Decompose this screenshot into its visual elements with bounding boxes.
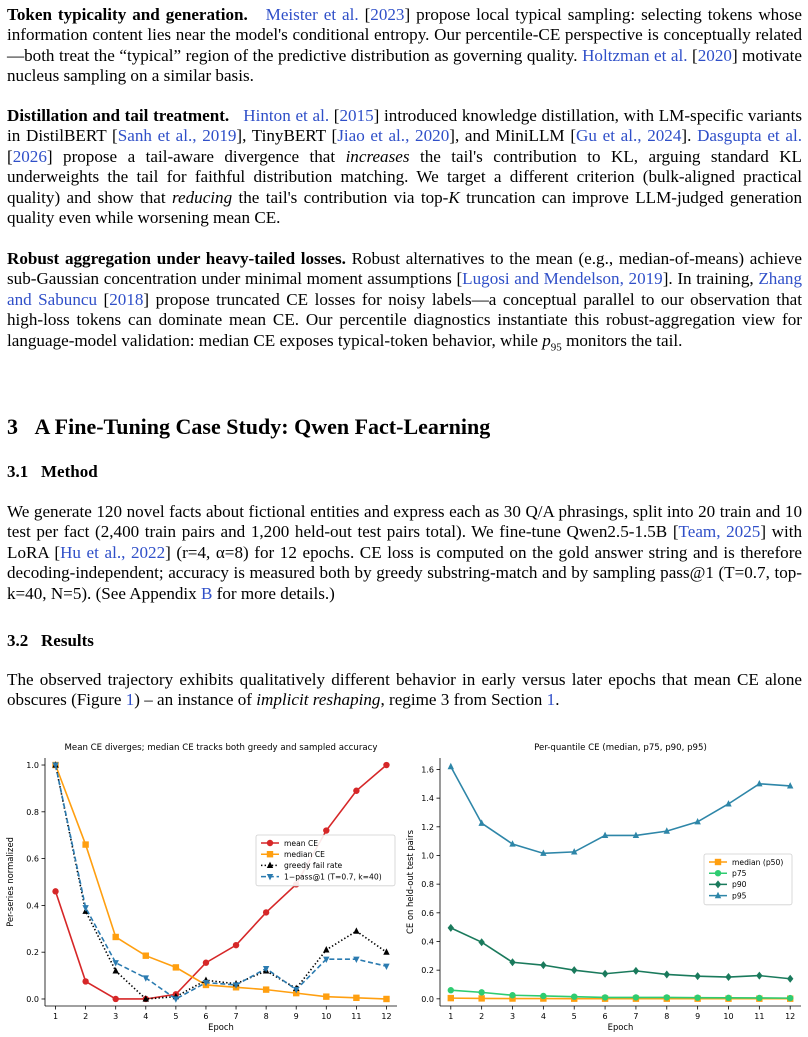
data-point bbox=[787, 975, 793, 983]
text: ] introduced knowledge distillation, with LM-specific variants in DistilBERT [ bbox=[7, 106, 802, 146]
emphasis: reducing bbox=[172, 187, 233, 207]
data-point bbox=[448, 987, 454, 993]
data-point bbox=[383, 948, 389, 954]
y-tick-label: 1.0 bbox=[26, 761, 39, 771]
y-tick-label: 0.8 bbox=[421, 880, 434, 890]
emphasis: implicit reshaping bbox=[256, 690, 381, 710]
x-tick-label: 4 bbox=[143, 1012, 149, 1021]
data-point bbox=[173, 964, 179, 970]
text: ], and MiniLLM [ bbox=[449, 126, 577, 146]
paragraph-heading: Token typicality and generation. bbox=[7, 5, 248, 24]
chart-title: Mean CE diverges; median CE tracks both greedy and sampled accuracy bbox=[64, 743, 378, 753]
data-point bbox=[540, 961, 546, 969]
data-point bbox=[633, 994, 639, 1000]
text: monitors the tail. bbox=[561, 330, 683, 350]
data-point bbox=[509, 958, 515, 966]
figure-right-chart bbox=[404, 736, 808, 1033]
x-tick-label: 3 bbox=[509, 1012, 516, 1021]
data-point bbox=[787, 995, 793, 1001]
text: for more details.) bbox=[212, 583, 335, 603]
x-tick-label: 5 bbox=[571, 1012, 577, 1021]
x-tick-label: 4 bbox=[540, 1012, 546, 1021]
legend-marker bbox=[267, 851, 273, 857]
text: ) – an instance of bbox=[134, 690, 257, 710]
data-point bbox=[725, 973, 731, 981]
data-point bbox=[478, 989, 484, 995]
data-point bbox=[602, 994, 608, 1000]
y-tick-label: 0.6 bbox=[26, 854, 39, 864]
x-tick-label: 7 bbox=[233, 1012, 239, 1021]
x-tick-label: 10 bbox=[723, 1012, 734, 1021]
paragraph bbox=[7, 5, 802, 87]
subsection-heading bbox=[7, 631, 94, 651]
legend-label: p90 bbox=[732, 880, 747, 890]
legend-marker bbox=[715, 870, 721, 876]
data-point bbox=[448, 924, 454, 932]
x-tick-label: 2 bbox=[479, 1012, 485, 1021]
citation-link[interactable]: Hu et al., 2022 bbox=[60, 542, 166, 562]
data-point bbox=[602, 970, 608, 978]
subsection-number: 3.2 bbox=[7, 631, 29, 650]
data-point bbox=[664, 970, 670, 978]
data-point bbox=[113, 934, 119, 940]
paragraph bbox=[7, 106, 802, 228]
y-axis-label: CE on held-out test pairs bbox=[405, 830, 415, 934]
data-point bbox=[263, 986, 269, 992]
data-point bbox=[509, 992, 515, 998]
line-chart-quantiles bbox=[404, 736, 808, 1033]
data-point bbox=[353, 995, 359, 1001]
section-number: 3 bbox=[7, 414, 18, 439]
data-point bbox=[323, 946, 329, 952]
math-symbol: K bbox=[448, 187, 460, 207]
text: the tail's contribution via top- bbox=[232, 187, 449, 207]
series-line bbox=[451, 928, 790, 979]
y-tick-label: 0.2 bbox=[421, 966, 434, 976]
text: truncation can improve LLM-judged generation quality even while worsening mean CE. bbox=[7, 187, 802, 228]
citation-link[interactable]: 2023 bbox=[370, 5, 405, 24]
paragraph bbox=[7, 249, 802, 357]
y-tick-label: 1.4 bbox=[421, 794, 434, 804]
text: [ bbox=[687, 45, 698, 65]
citation-link[interactable]: 2015 bbox=[339, 106, 374, 125]
section-title: A Fine-Tuning Case Study: Qwen Fact-Learning bbox=[34, 414, 491, 439]
related-work-distillation bbox=[7, 106, 802, 228]
figure-link[interactable]: 1 bbox=[125, 690, 135, 710]
series-2 bbox=[448, 924, 794, 983]
y-tick-label: 0.6 bbox=[421, 908, 434, 918]
text: ]. bbox=[681, 126, 698, 146]
figure-left-chart bbox=[0, 736, 404, 1033]
data-point bbox=[353, 788, 359, 794]
legend-label: greedy fail rate bbox=[284, 861, 343, 871]
legend-label: p75 bbox=[732, 869, 747, 878]
related-work-robust-aggregation bbox=[7, 249, 802, 357]
text: ] propose local typical sampling: selecting tokens whose information content lies near the model's conditional entropy. Our percentile-CE perspective is conceptually related—both treat the “typical” region of the predictive distribution as governing quality. bbox=[7, 5, 803, 65]
y-tick-label: 1.0 bbox=[421, 851, 434, 861]
data-point bbox=[571, 966, 577, 974]
citation-link[interactable]: Jiao et al., 2020 bbox=[337, 126, 450, 146]
results-paragraph-block bbox=[7, 670, 802, 711]
data-point bbox=[143, 952, 149, 958]
data-point bbox=[725, 995, 731, 1001]
y-axis-label: Per-series normalized bbox=[5, 837, 15, 927]
emphasis: increases bbox=[345, 146, 410, 166]
x-tick-label: 9 bbox=[695, 1012, 701, 1021]
data-point bbox=[694, 972, 700, 980]
subsection-title: Results bbox=[41, 631, 94, 650]
legend-marker bbox=[267, 840, 273, 846]
citation-link[interactable]: 2026 bbox=[12, 146, 47, 166]
x-tick-label: 12 bbox=[381, 1012, 392, 1021]
citation-link[interactable]: Zhang and Sabuncu bbox=[7, 269, 802, 309]
data-point bbox=[82, 978, 88, 984]
y-tick-label: 1.6 bbox=[421, 765, 434, 775]
data-point bbox=[448, 995, 454, 1001]
x-tick-label: 11 bbox=[351, 1012, 362, 1021]
data-point bbox=[82, 841, 88, 847]
data-point bbox=[323, 993, 329, 999]
x-axis-label: Epoch bbox=[208, 1022, 234, 1032]
line-chart-normalized bbox=[0, 736, 404, 1033]
data-point bbox=[233, 942, 239, 948]
text: ] propose truncated CE losses for noisy labels—a conceptual parallel to our observation that high-loss tokens can dominate mean CE. Our percentile diagnostics instantiate this robust-aggregation view for language-model validation: median CE exposes typical-token behavior, while bbox=[7, 289, 803, 350]
data-point bbox=[478, 938, 484, 946]
text: the tail's contribution to KL, arguing standard KL underweights the tail for faithful distribution matching. We target a different criterion (bulk-aligned practical quality) and show that bbox=[7, 146, 802, 207]
legend-label: median (p50) bbox=[732, 857, 784, 867]
data-point bbox=[664, 994, 670, 1000]
data-point bbox=[478, 995, 484, 1001]
legend-marker bbox=[715, 859, 721, 865]
series-line bbox=[451, 990, 790, 998]
data-point bbox=[383, 762, 389, 768]
text: Robust alternatives to the mean (e.g., median-of-means) achieve sub-Gaussian concentration under minimal moment assumptions [ bbox=[7, 249, 803, 289]
data-point bbox=[448, 763, 454, 769]
y-tick-label: 0.4 bbox=[421, 937, 434, 947]
data-point bbox=[540, 993, 546, 999]
x-axis-label: Epoch bbox=[607, 1022, 634, 1032]
y-tick-label: 0.8 bbox=[26, 807, 39, 817]
subsection-number: 3.1 bbox=[7, 462, 29, 481]
text: ] (r=4, α=8) for 12 epochs. CE loss is computed on the gold answer string and is therefore decoding-independent; accuracy is measured both by greedy substring-match and by sampling pass@1 (T=0.7, top-k=40, N=5). (See Appendix bbox=[7, 542, 802, 603]
y-tick-label: 1.2 bbox=[421, 822, 434, 832]
data-point bbox=[353, 927, 359, 933]
data-point bbox=[173, 996, 179, 1002]
x-tick-label: 9 bbox=[293, 1012, 299, 1021]
data-point bbox=[52, 888, 58, 894]
data-point bbox=[383, 996, 389, 1002]
y-tick-label: 0.4 bbox=[26, 901, 39, 911]
legend-label: 1−pass@1 (T=0.7, k=40) bbox=[284, 872, 382, 882]
x-tick-label: 6 bbox=[203, 1012, 209, 1021]
data-point bbox=[323, 827, 329, 833]
data-point bbox=[571, 993, 577, 999]
citation-link[interactable]: Sanh et al., 2019 bbox=[117, 126, 237, 146]
text: [ bbox=[7, 146, 13, 166]
data-point bbox=[263, 909, 269, 915]
legend-label: p95 bbox=[732, 891, 747, 901]
math-subscript: 95 bbox=[550, 341, 562, 354]
data-point bbox=[756, 995, 762, 1001]
subsection-title: Method bbox=[41, 462, 98, 481]
series-line bbox=[451, 767, 790, 854]
text: We generate 120 novel facts about fictional entities and express each as 30 Q/A phrasings, split into 20 train and 10 test per fact (2,400 train pairs and 1,200 held-out test pairs total). We fine-tune Qwen2.5-1.5B [ bbox=[7, 502, 802, 542]
x-tick-label: 8 bbox=[664, 1012, 670, 1021]
paragraph bbox=[7, 670, 802, 711]
text: [ bbox=[329, 106, 340, 125]
paragraph-heading: Distillation and tail treatment. bbox=[7, 106, 230, 125]
citation-link[interactable]: Hinton et al. bbox=[243, 106, 330, 125]
text: ], TinyBERT [ bbox=[236, 126, 338, 146]
citation-link[interactable]: 2018 bbox=[109, 289, 144, 309]
x-tick-label: 3 bbox=[113, 1012, 119, 1021]
data-point bbox=[113, 996, 119, 1002]
text: , regime 3 from Section bbox=[380, 690, 547, 710]
section-link[interactable]: 1 bbox=[546, 690, 556, 710]
x-tick-label: 1 bbox=[52, 1012, 59, 1021]
text: ] propose a tail-aware divergence that bbox=[46, 146, 346, 166]
text: ] with LoRA [ bbox=[7, 522, 803, 562]
x-tick-label: 10 bbox=[321, 1012, 332, 1021]
text: ]. In training, bbox=[662, 269, 759, 289]
y-tick-label: 0.0 bbox=[421, 994, 434, 1004]
citation-link[interactable]: Team, 2025 bbox=[678, 522, 761, 542]
y-tick-label: 0.2 bbox=[26, 948, 39, 958]
text: . bbox=[555, 690, 560, 710]
chart-title: Per-quantile CE (median, p75, p90, p95) bbox=[534, 743, 707, 753]
citation-link[interactable]: Meister et al. bbox=[265, 5, 359, 24]
x-tick-label: 2 bbox=[83, 1012, 89, 1021]
math-symbol: p bbox=[542, 330, 551, 350]
text: [ bbox=[97, 289, 110, 309]
data-point bbox=[203, 960, 209, 966]
section-heading bbox=[7, 414, 490, 440]
x-tick-label: 1 bbox=[448, 1012, 454, 1021]
x-tick-label: 8 bbox=[263, 1012, 269, 1021]
citation-link[interactable]: Gu et al., 2024 bbox=[576, 126, 682, 146]
text: [ bbox=[358, 5, 371, 24]
data-point bbox=[756, 972, 762, 980]
appendix-link[interactable]: B bbox=[201, 583, 213, 603]
paragraph bbox=[7, 502, 802, 604]
data-point bbox=[633, 967, 639, 975]
citation-link[interactable]: Dasgupta et al. bbox=[697, 126, 802, 146]
paragraph-heading: Robust aggregation under heavy-tailed losses. bbox=[7, 249, 346, 268]
text: ] motivate nucleus sampling on a similar basis. bbox=[7, 45, 802, 86]
x-tick-label: 12 bbox=[785, 1012, 796, 1021]
citation-link[interactable]: Lugosi and Mendelson, 2019 bbox=[462, 269, 663, 289]
data-point bbox=[694, 994, 700, 1000]
data-point bbox=[383, 964, 389, 970]
x-tick-label: 7 bbox=[633, 1012, 639, 1021]
legend-label: median CE bbox=[284, 850, 325, 859]
x-tick-label: 5 bbox=[173, 1012, 179, 1021]
citation-link[interactable]: 2020 bbox=[697, 45, 732, 65]
series-3 bbox=[448, 763, 794, 856]
y-tick-label: 0.0 bbox=[26, 994, 39, 1004]
subsection-heading bbox=[7, 462, 98, 482]
x-tick-label: 11 bbox=[754, 1012, 765, 1021]
text: The observed trajectory exhibits qualitatively different behavior in early versus later epochs that mean CE alone obscures (Figure bbox=[7, 670, 802, 710]
method-paragraph-block bbox=[7, 502, 802, 604]
citation-link[interactable]: Holtzman et al. bbox=[582, 45, 688, 65]
related-work-typicality bbox=[7, 5, 802, 87]
x-tick-label: 6 bbox=[602, 1012, 608, 1021]
legend-label: mean CE bbox=[284, 838, 319, 848]
